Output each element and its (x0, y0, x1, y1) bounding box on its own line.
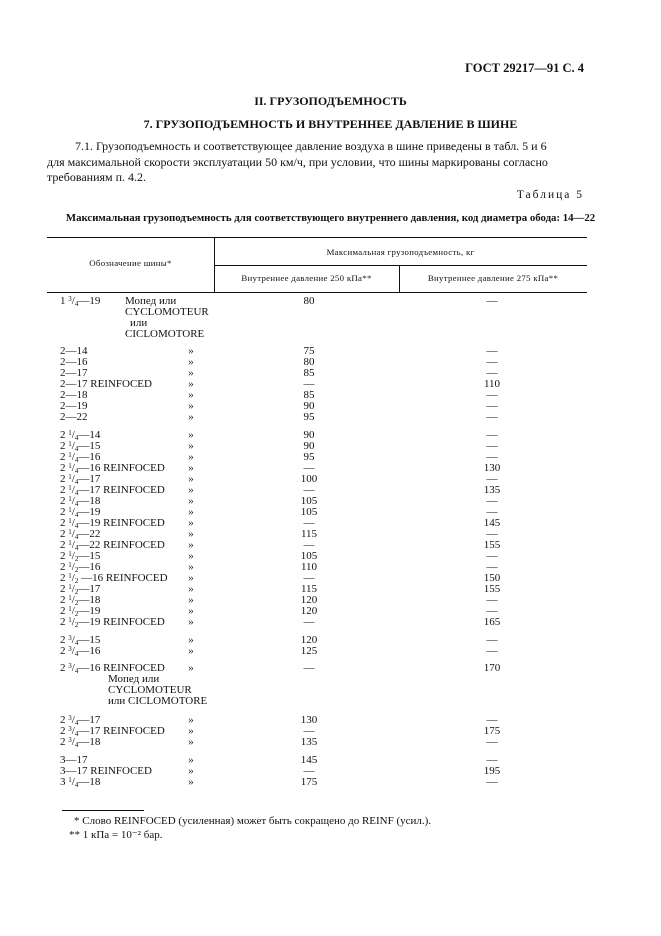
header-pressure-275: Внутреннее давление 275 кПа** (427, 273, 559, 283)
load-250-kpa: — (303, 662, 315, 674)
tire-designation: 2—22 (60, 411, 88, 423)
header-pressure-250: Внутреннее давление 250 кПа** (241, 273, 372, 283)
ditto-mark: » (188, 484, 194, 496)
moped-note-line: Мопед или (125, 295, 177, 307)
ditto-mark: » (188, 345, 194, 357)
tire-designation: 2 $^1/_4—22$ (60, 528, 101, 541)
tire-designation: 2 $^1/_2—17$ (60, 583, 101, 596)
load-250-kpa: 95 (303, 451, 315, 463)
load-250-kpa: 90 (303, 400, 315, 412)
tire-designation: 2 $^1/_2—16$ (60, 561, 101, 574)
tire-designation: 2 $^1/_4—14$ (60, 429, 101, 442)
load-275-kpa: — (486, 389, 498, 401)
paragraph-line-2: для максимальной скорости эксплуатации 50 км/ч, при условии, что шины маркированы согласно (47, 154, 548, 169)
footnote-rule (62, 810, 144, 811)
load-250-kpa: — (303, 462, 315, 474)
tire-designation: 2 $^3/_4—16$ REINFOCED (60, 662, 165, 675)
load-275-kpa: — (486, 714, 498, 726)
header-mid-rule (214, 265, 587, 266)
load-250-kpa: 105 (300, 495, 318, 507)
ditto-mark: » (188, 550, 194, 562)
ditto-mark: » (188, 725, 194, 737)
ditto-mark: » (188, 539, 194, 551)
table-row (0, 390, 661, 401)
ditto-mark: » (188, 645, 194, 657)
moped-note-line: или CICLOMOTORE (108, 695, 208, 707)
load-275-kpa: — (486, 411, 498, 423)
load-275-kpa: — (486, 400, 498, 412)
table-caption: Максимальная грузоподъемность для соответствующего внутреннего давления, код диаметра обода: 14—22 (65, 212, 596, 224)
load-275-kpa: — (486, 634, 498, 646)
load-250-kpa: 85 (303, 389, 315, 401)
load-250-kpa: 105 (300, 506, 318, 518)
footnote-2: ** 1 кПа = 10⁻² бар. (69, 829, 163, 841)
ditto-mark: » (188, 462, 194, 474)
load-275-kpa: — (486, 440, 498, 452)
section-title: II. ГРУЗОПОДЪЕМНОСТЬ (254, 94, 407, 108)
load-275-kpa: — (486, 776, 498, 788)
load-275-kpa: — (486, 561, 498, 573)
paragraph-line-1: 7.1. Грузоподъемность и соответствующее давление воздуха в шине приведены в табл. 5 и 6 (75, 139, 547, 153)
page-header: ГОСТ 29217—91 С. 4 (465, 61, 584, 75)
load-275-kpa: — (486, 295, 498, 307)
load-275-kpa: — (486, 754, 498, 766)
load-275-kpa: — (486, 550, 498, 562)
ditto-mark: » (188, 561, 194, 573)
load-250-kpa: 120 (300, 605, 318, 617)
load-250-kpa: 135 (300, 736, 318, 748)
ditto-mark: » (188, 451, 194, 463)
header-bottom-rule (47, 292, 587, 293)
load-250-kpa: — (303, 484, 315, 496)
load-275-kpa: — (486, 528, 498, 540)
tire-designation: 2 $^3/_4—17$ REINFOCED (60, 725, 165, 738)
tire-designation: 2 $^1/_4—17$ REINFOCED (60, 484, 165, 497)
ditto-mark: » (188, 506, 194, 518)
load-250-kpa: 145 (300, 754, 318, 766)
moped-note-line: CYCLOMOTEUR (125, 306, 209, 318)
load-250-kpa: 120 (300, 594, 318, 606)
ditto-mark: » (188, 634, 194, 646)
load-275-kpa: 110 (483, 378, 501, 390)
tire-designation: 2—14 (60, 345, 88, 357)
tire-designation: 3 $^1/_4—18$ (60, 776, 101, 789)
table-top-rule (47, 237, 587, 238)
ditto-mark: » (188, 378, 194, 390)
subsection-title: 7. ГРУЗОПОДЪЕМНОСТЬ И ВНУТРЕННЕЕ ДАВЛЕНИЕ В ШИНЕ (143, 117, 518, 131)
load-275-kpa: 145 (483, 517, 501, 529)
load-250-kpa: — (303, 378, 315, 390)
tire-designation: 1 $^3/_4—19$ (60, 295, 101, 308)
tire-designation: 2 $^3/_4—17$ (60, 714, 101, 727)
load-275-kpa: — (486, 345, 498, 357)
ditto-mark: » (188, 605, 194, 617)
load-250-kpa: 75 (303, 345, 315, 357)
table-row (0, 777, 661, 788)
table-row (0, 737, 661, 748)
moped-note-line: Мопед или (108, 673, 160, 685)
load-275-kpa: 150 (483, 572, 501, 584)
load-275-kpa: 155 (483, 583, 501, 595)
tire-designation: 2—17 (60, 367, 88, 379)
ditto-mark: » (188, 765, 194, 777)
ditto-mark: » (188, 495, 194, 507)
tire-designation: 3—17 (60, 754, 88, 766)
load-275-kpa: 195 (483, 765, 501, 777)
ditto-mark: » (188, 714, 194, 726)
header-designation: Обозначение шины* (89, 258, 172, 268)
footnote-1: * Слово REINFOCED (усиленная) может быть сокращено до REINF (усил.). (74, 815, 432, 827)
table-row (0, 663, 661, 674)
ditto-mark: » (188, 736, 194, 748)
load-275-kpa: — (486, 356, 498, 368)
load-250-kpa: 90 (303, 429, 315, 441)
load-250-kpa: 95 (303, 411, 315, 423)
load-275-kpa: — (486, 594, 498, 606)
table-row (0, 412, 661, 423)
load-250-kpa: — (303, 539, 315, 551)
table-row (0, 346, 661, 357)
tire-designation: 2 $^3/_4—16$ (60, 645, 101, 658)
ditto-mark: » (188, 517, 194, 529)
load-275-kpa: — (486, 429, 498, 441)
load-250-kpa: — (303, 572, 315, 584)
load-275-kpa: — (486, 451, 498, 463)
load-250-kpa: 80 (303, 295, 315, 307)
load-275-kpa: 170 (483, 662, 501, 674)
table-row (0, 401, 661, 412)
tire-designation: 2—17 REINFOCED (60, 378, 152, 390)
tire-designation: 2 $^1/_4—15$ (60, 440, 101, 453)
load-250-kpa: — (303, 517, 315, 529)
ditto-mark: » (188, 400, 194, 412)
ditto-mark: » (188, 473, 194, 485)
header-divider-1 (214, 237, 215, 292)
ditto-mark: » (188, 776, 194, 788)
tire-designation: 2 $^1/_2—19$ REINFOCED (60, 616, 165, 629)
tire-designation: 2 $^1/_2—15$ (60, 550, 101, 563)
load-250-kpa: 130 (300, 714, 318, 726)
ditto-mark: » (188, 662, 194, 674)
load-250-kpa: 90 (303, 440, 315, 452)
header-max-load: Максимальная грузоподъемность, кг (326, 247, 475, 257)
moped-note-line: CYCLOMOTEUR (108, 684, 192, 696)
ditto-mark: » (188, 429, 194, 441)
tire-designation: 2 $^1/_4—18$ (60, 495, 101, 508)
ditto-mark: » (188, 583, 194, 595)
load-250-kpa: 80 (303, 356, 315, 368)
load-275-kpa: 155 (483, 539, 501, 551)
ditto-mark: » (188, 528, 194, 540)
load-250-kpa: 115 (300, 583, 318, 595)
load-250-kpa: — (303, 765, 315, 777)
tire-designation: 2 $^3/_4—15$ (60, 634, 101, 647)
tire-designation: 2 $^1/_4—22$ REINFOCED (60, 539, 165, 552)
load-275-kpa: 130 (483, 462, 501, 474)
tire-designation: 2 $^1/_4—19$ (60, 506, 101, 519)
tire-designation: 2—18 (60, 389, 88, 401)
load-275-kpa: 135 (483, 484, 501, 496)
load-275-kpa: — (486, 506, 498, 518)
tire-designation: 2 $^1/_4—16$ REINFOCED (60, 462, 165, 475)
tire-designation: 2 $^1/_2—19$ (60, 605, 101, 618)
ditto-mark: » (188, 367, 194, 379)
ditto-mark: » (188, 754, 194, 766)
load-250-kpa: 175 (300, 776, 318, 788)
load-250-kpa: — (303, 725, 315, 737)
load-275-kpa: 175 (483, 725, 501, 737)
table-row (0, 617, 661, 628)
tire-designation: 2 $^3/_4—18$ (60, 736, 101, 749)
tire-designation: 2—16 (60, 356, 88, 368)
load-250-kpa: 110 (300, 561, 318, 573)
load-250-kpa: 100 (300, 473, 318, 485)
load-250-kpa: 105 (300, 550, 318, 562)
load-275-kpa: 165 (483, 616, 501, 628)
load-275-kpa: — (486, 605, 498, 617)
load-275-kpa: — (486, 645, 498, 657)
ditto-mark: » (188, 389, 194, 401)
ditto-mark: » (188, 616, 194, 628)
table-row (0, 357, 661, 368)
tire-designation: 2 $^1/_4—17$ (60, 473, 101, 486)
ditto-mark: » (188, 440, 194, 452)
load-275-kpa: — (486, 473, 498, 485)
table-label: Таблица 5 (516, 189, 584, 201)
tire-designation: 3—17 REINFOCED (60, 765, 152, 777)
ditto-mark: » (188, 356, 194, 368)
load-250-kpa: — (303, 616, 315, 628)
moped-note-line: CICLOMOTORE (125, 328, 205, 340)
load-250-kpa: 85 (303, 367, 315, 379)
tire-designation: 2 $^1/_2—18$ (60, 594, 101, 607)
tire-designation: 2—19 (60, 400, 88, 412)
load-250-kpa: 120 (300, 634, 318, 646)
table-row (0, 379, 661, 390)
tire-designation: 2 $^1/_4—16$ (60, 451, 101, 464)
tire-designation: 2 $^1/_2$ —16 REINFOCED (60, 572, 168, 585)
ditto-mark: » (188, 411, 194, 423)
tire-designation: 2 $^1/_4—19$ REINFOCED (60, 517, 165, 530)
load-275-kpa: — (486, 495, 498, 507)
ditto-mark: » (188, 572, 194, 584)
paragraph-line-3: требованиям п. 4.2. (47, 170, 147, 184)
load-275-kpa: — (486, 367, 498, 379)
load-250-kpa: 125 (300, 645, 318, 657)
moped-note-line: или (130, 317, 148, 329)
table-row (0, 646, 661, 657)
load-275-kpa: — (486, 736, 498, 748)
load-250-kpa: 115 (300, 528, 318, 540)
ditto-mark: » (188, 594, 194, 606)
